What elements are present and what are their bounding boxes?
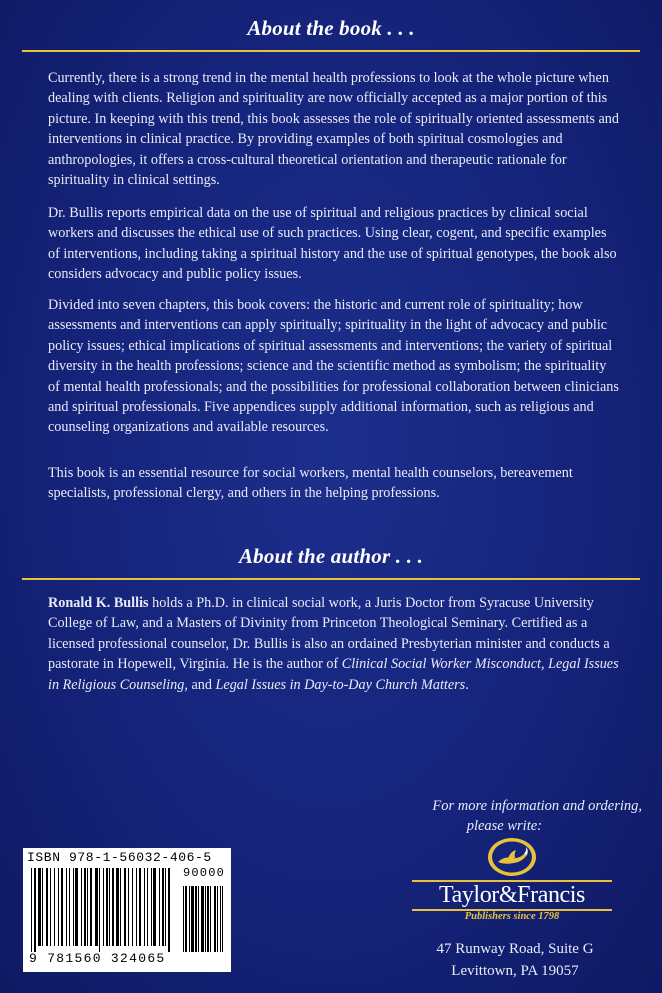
book-title-last: Legal Issues in Day-to-Day Church Matters [215,676,466,693]
author-name: Ronald K. Bullis [48,595,149,611]
book-titles: Clinical Social Worker Misconduct, Legal Issues in Religious Counseling, [48,656,619,693]
isbn-barcode [23,848,231,972]
address-line-1: 47 Runway Road, Suite G [436,941,594,957]
author-section-heading: About the author . . . [238,544,424,568]
bio-end: . [465,676,469,693]
book-paragraph-1: Currently, there is a strong trend in the mental health professions to look at the whole picture when dealing with clients. Religion and spirituality are now officially accepted as a major portion of this picture. In keeping with this trend, this book assesses the role of spiritually oriented assessments and interventions in clinical practice. By providing examples of both spiritual cosmologies and anthropologies, it offers a cross-cultural theoretical orientation and therapeutic rationale for spirituality in clinical settings. [48,70,619,189]
publisher-name: Taylor&Francis [438,882,586,908]
heading-divider [22,50,640,52]
heading-divider [22,578,640,580]
publisher-tagline: Publishers since 1798 [464,911,560,922]
ordering-line-2: please write: [466,818,542,834]
author-bio [48,593,620,695]
ordering-line-1: For more information and ordering, [432,798,642,814]
book-paragraph-2: Dr. Bullis reports empirical data on the use of spiritual and religious practices by clinical social workers and discusses the ethical use of such practices. Using clear, cogent, and specific examples of interventions, including taking a spiritual history and the use of spiritual genotypes, the book also considers advocacy and public policy issues. [48,205,617,283]
isbn-label: ISBN 978-1-56032-406-5 [27,850,212,865]
book-paragraph-4: This book is an essential resource for social workers, mental health counselors, bereavement specialists, professional clergy, and others in the helping professions. [48,465,573,502]
barcode-bars [27,868,227,952]
author-bio-text: holds a Ph.D. in clinical social work, a Juris Doctor from Syracuse University College of Law, and a Masters of Divinity from Princeton Theological Seminary. Certified as a licensed professional counselor, Dr. Bullis is also an ordained Presbyterian minister and conducts a pastorate in Hopewell, Virginia. He is the author of [48,595,610,673]
barcode-addon-digits: 90000 [183,866,226,880]
publisher-logo [412,836,612,928]
and-text: and [187,676,216,693]
lamp-emblem-icon [486,836,538,878]
book-section-heading: About the book . . . [247,16,415,40]
address-line-2: Levittown, PA 19057 [451,963,579,979]
barcode-digits: 9 781560 324065 [29,951,166,966]
book-paragraph-3: Divided into seven chapters, this book covers: the historic and current role of spirituality; how assessments and interventions can apply spiritually; spirituality in the light of advocacy and public policy issues; ethical implications of spiritual assessments and interventions; the variety of spiritual diversity in the health professions; science and the scientific method as symbolism; the spirituality of mental health professionals; and the possibilities for professional collaboration between clinicians and spiritual professionals. Five appendices supply additional information, such as religious and counseling organizations and available resources. [48,297,619,436]
